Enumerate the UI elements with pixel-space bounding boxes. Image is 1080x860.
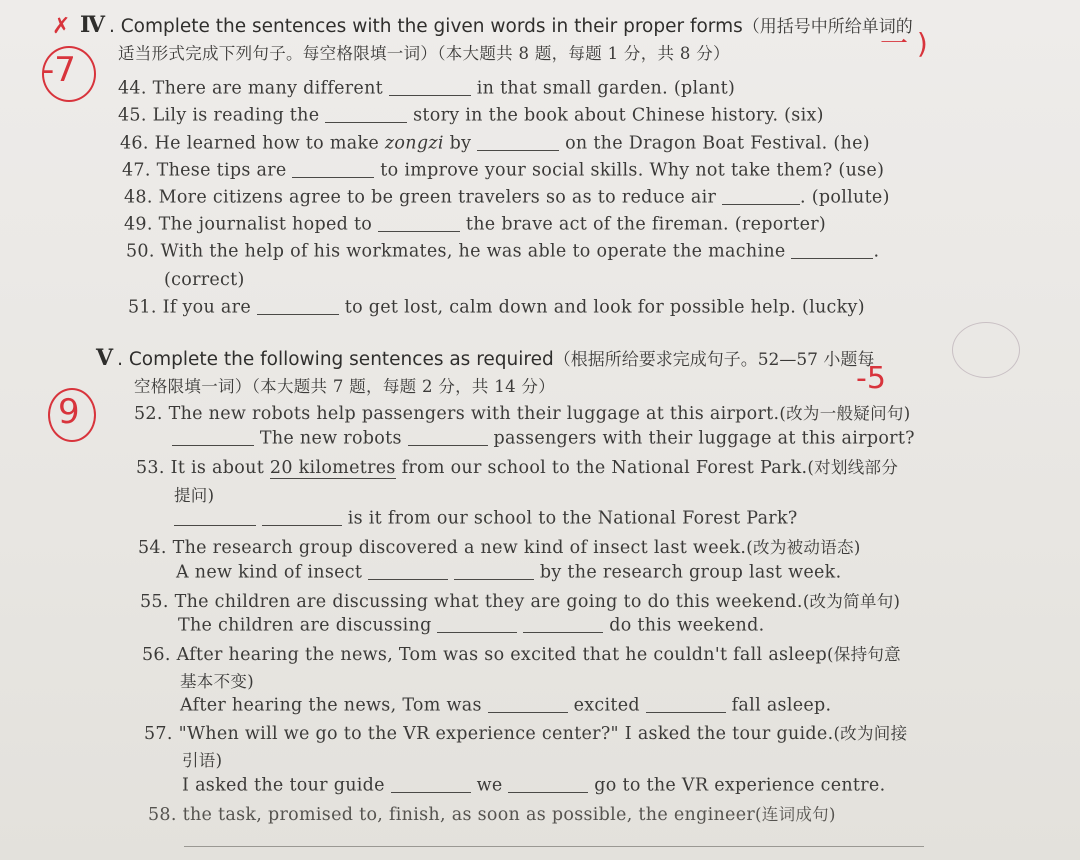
section-4-deduction: 一 ) bbox=[880, 27, 928, 60]
question-58-answer-line[interactable] bbox=[184, 846, 924, 847]
question-56-req-2: 基本不变) bbox=[180, 672, 254, 691]
section-4-heading bbox=[80, 12, 913, 38]
answer-blank[interactable] bbox=[477, 132, 559, 151]
question-54-answer: A new kind of insect by the research group last week. bbox=[176, 562, 842, 583]
question-45: 45. Lily is reading the story in the book about Chinese history. (six) bbox=[118, 105, 824, 126]
question-55: 55. The children are discussing what they are going to do this weekend.(改为简单句) bbox=[140, 592, 901, 612]
question-52-answer: The new robots passengers with their luggage at this airport? bbox=[172, 427, 915, 449]
section-4-score: -7 bbox=[42, 50, 76, 90]
answer-blank[interactable] bbox=[174, 507, 256, 526]
section-4-instruction-cn: （用括号中所给单词的 bbox=[742, 17, 913, 37]
question-57: 57. "When will we go to the VR experience center?" I asked the tour guide.(改为间接 bbox=[144, 724, 908, 744]
answer-blank[interactable] bbox=[508, 774, 588, 793]
answer-blank[interactable] bbox=[408, 427, 488, 446]
question-47: 47. These tips are to improve your social skills. Why not take them? (use) bbox=[122, 160, 885, 181]
answer-blank[interactable] bbox=[389, 77, 471, 96]
question-53: 53. It is about 20 kilometres from our school to the National Forest Park.(对划线部分 bbox=[136, 458, 899, 478]
question-56-answer: After hearing the news, Tom was excited fall asleep. bbox=[180, 695, 832, 716]
question-51: 51. If you are to get lost, calm down and look for possible help. (lucky) bbox=[128, 297, 865, 318]
question-53-req-2: 提问) bbox=[174, 486, 215, 505]
section-4-heading-cn-2: 适当形式完成下列句子。每空格限填一词）（本大题共 8 题，每题 1 分，共 8 分） bbox=[118, 44, 730, 63]
answer-blank[interactable] bbox=[172, 427, 254, 446]
answer-blank[interactable] bbox=[791, 240, 873, 259]
question-54: 54. The research group discovered a new kind of insect last week.(改为被动语态) bbox=[138, 538, 861, 558]
question-58: 58. the task, promised to, finish, as soon as possible, the engineer(连词成句) bbox=[148, 805, 836, 825]
red-check-mark: ✗ bbox=[52, 14, 71, 39]
question-50: 50. With the help of his workmates, he was able to operate the machine . bbox=[126, 241, 880, 262]
question-46: 46. He learned how to make zongzi by on the Dragon Boat Festival. (he) bbox=[120, 133, 870, 154]
question-48: 48. More citizens agree to be green travelers so as to reduce air . (pollute) bbox=[124, 187, 890, 208]
section-5-heading-cn-2: 空格限填一词）（本大题共 7 题，每题 2 分，共 14 分） bbox=[134, 377, 556, 396]
answer-blank[interactable] bbox=[523, 614, 603, 633]
faint-pencil-circle bbox=[952, 322, 1020, 378]
section-4-numeral: Ⅳ bbox=[80, 12, 105, 38]
answer-blank[interactable] bbox=[488, 694, 568, 713]
section-5-instruction-cn: （根据所给要求完成句子。52—57 小题每 bbox=[553, 350, 875, 370]
answer-blank[interactable] bbox=[454, 561, 534, 580]
answer-blank[interactable] bbox=[391, 774, 471, 793]
question-57-req-2: 引语) bbox=[182, 751, 223, 770]
question-55-answer: The children are discussing do this weekend. bbox=[178, 615, 765, 636]
question-44: 44. There are many different in that small garden. (plant) bbox=[118, 78, 736, 99]
question-57-answer: I asked the tour guide we go to the VR experience centre. bbox=[182, 775, 886, 796]
answer-blank[interactable] bbox=[722, 186, 800, 205]
section-5-heading bbox=[96, 345, 874, 371]
section-5-deduction: -5 bbox=[856, 361, 886, 396]
question-56: 56. After hearing the news, Tom was so excited that he couldn't fall asleep(保持句意 bbox=[142, 645, 901, 665]
answer-blank[interactable] bbox=[292, 159, 374, 178]
section-4-instruction: . Complete the sentences with the given words in their proper forms bbox=[108, 16, 743, 37]
answer-blank[interactable] bbox=[262, 507, 342, 526]
section-5-numeral: Ⅴ bbox=[96, 345, 114, 371]
answer-blank[interactable] bbox=[378, 213, 460, 232]
section-5-instruction: . Complete the following sentences as required bbox=[117, 349, 554, 370]
answer-blank[interactable] bbox=[325, 104, 407, 123]
question-53-answer: is it from our school to the National Forest Park? bbox=[174, 507, 798, 529]
answer-blank[interactable] bbox=[646, 694, 726, 713]
question-50-line-2: (correct) bbox=[164, 270, 245, 290]
question-52: 52. The new robots help passengers with their luggage at this airport.(改为一般疑问句) bbox=[134, 404, 911, 424]
answer-blank[interactable] bbox=[437, 614, 517, 633]
answer-blank[interactable] bbox=[257, 296, 339, 315]
answer-blank[interactable] bbox=[368, 561, 448, 580]
underlined-phrase: 20 kilometres bbox=[269, 458, 396, 478]
section-5-score: 9 bbox=[58, 392, 80, 432]
question-49: 49. The journalist hoped to the brave act of the fireman. (reporter) bbox=[124, 214, 827, 235]
